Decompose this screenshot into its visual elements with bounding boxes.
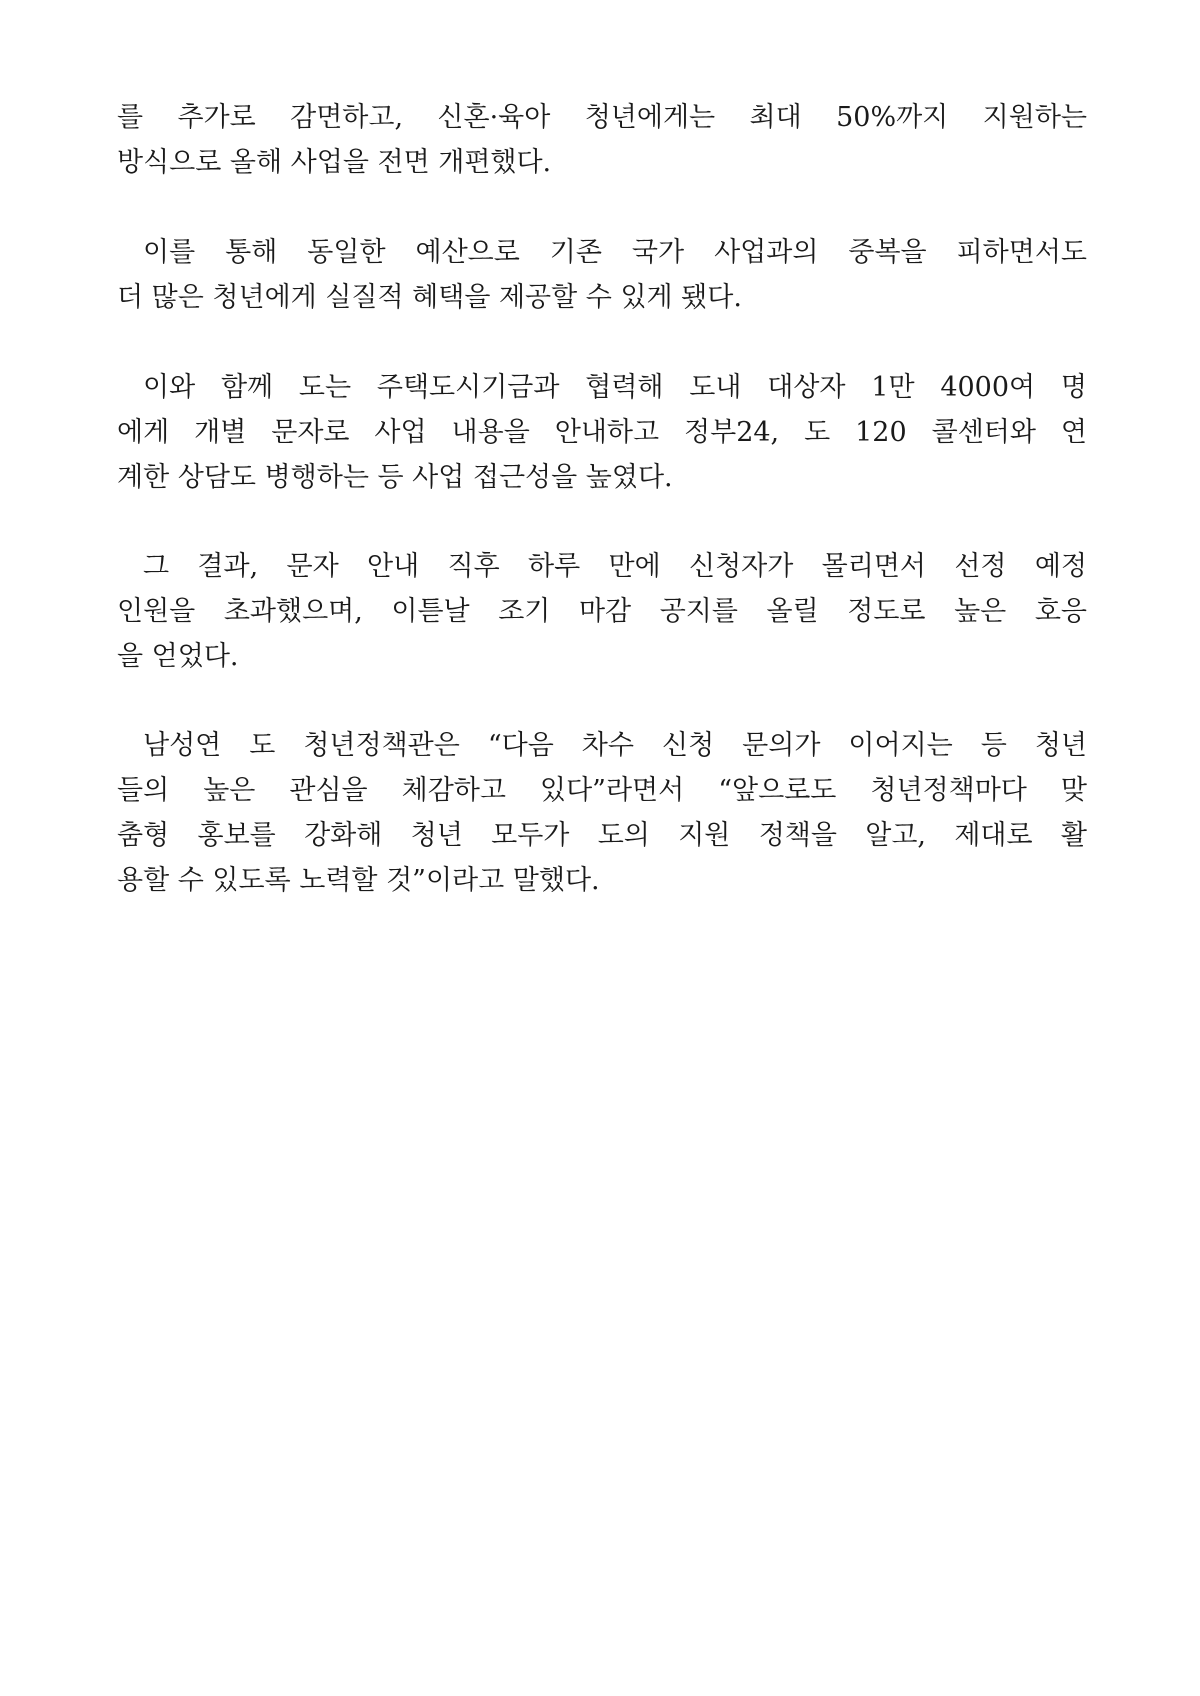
text-line-4: 더 많은 청년에게 실질적 혜택을 제공할 수 있게 됐다.	[117, 282, 742, 313]
paragraph-start-line: 이와 함께 도는 주택도시기금과 협력해 도내 대상자 1만 4000여 명	[143, 372, 1087, 403]
text-line-14: 용할 수 있도록 노력할 것”이라고 말했다.	[117, 865, 600, 896]
text-line-10: 을 얻었다.	[117, 641, 239, 672]
paragraph-start-line: 이를 통해 동일한 예산으로 기존 국가 사업과의 중복을 피하면서도	[143, 237, 1087, 268]
text-line-9: 인원을 초과했으며, 이튿날 조기 마감 공지를 올릴 정도로 높은 호응	[117, 596, 1087, 627]
text-line-2: 방식으로 올해 사업을 전면 개편했다.	[117, 147, 552, 178]
paragraph-start-line: 남성연 도 청년정책관은 “다음 차수 신청 문의가 이어지는 등 청년	[143, 730, 1087, 761]
text-line-12: 들의 높은 관심을 체감하고 있다”라면서 “앞으로도 청년정책마다 맞	[117, 775, 1087, 806]
text-line-13: 춤형 홍보를 강화해 청년 모두가 도의 지원 정책을 알고, 제대로 활	[117, 820, 1087, 851]
text-line-1: 를 추가로 감면하고, 신혼·육아 청년에게는 최대 50%까지 지원하는	[117, 102, 1087, 133]
text-line-6: 에게 개별 문자로 사업 내용을 안내하고 정부24, 도 120 콜센터와 연	[117, 417, 1087, 448]
text-line-7: 계한 상담도 병행하는 등 사업 접근성을 높였다.	[117, 462, 673, 493]
paragraph-start-line: 그 결과, 문자 안내 직후 하루 만에 신청자가 몰리면서 선정 예정	[143, 551, 1087, 582]
